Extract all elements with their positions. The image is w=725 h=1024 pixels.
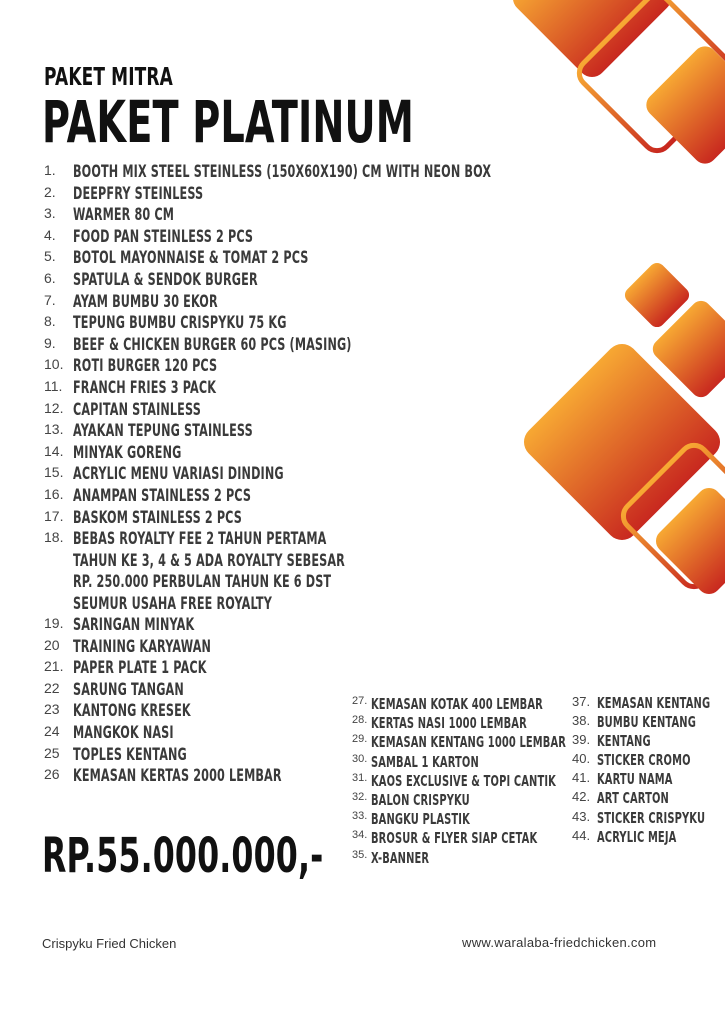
item-number: 15. (44, 464, 64, 481)
item-text: DEEPFRY STEINLESS (73, 183, 204, 204)
item-text: BEBAS ROYALTY FEE 2 TAHUN PERTAMA TAHUN KE 3, 4 & 5 ADA ROYALTY SEBESAR RP. 250.000 PERBULAN TAHUN KE 6 DST SEUMUR USAHA FREE ROYALTY (73, 529, 345, 614)
item-number: 28. (352, 714, 368, 727)
item-text: KEMASAN KERTAS 2000 LEMBAR (73, 766, 282, 787)
item-text: BALON CRISPYKU (371, 790, 470, 809)
list-item (0, 486, 520, 508)
item-number: 37. (572, 694, 591, 709)
list-item (0, 313, 520, 335)
item-text: CAPITAN STAINLESS (73, 399, 201, 420)
item-number: 27. (352, 695, 368, 707)
item-text: MINYAK GORENG (73, 442, 182, 463)
item-number: 1. (44, 162, 56, 178)
item-number: 23 (44, 701, 60, 718)
list-item (0, 292, 520, 314)
item-text: ACRYLIC MEJA (597, 827, 677, 846)
item-text: STICKER CROMO (597, 751, 691, 770)
list-item (0, 529, 520, 615)
footer-website: www.waralaba-friedchicken.com (462, 935, 657, 950)
item-number: 7. (44, 291, 56, 308)
item-text: SAMBAL 1 KARTON (371, 752, 479, 771)
item-text: AYAKAN TEPUNG STAINLESS (73, 421, 253, 442)
package-subtitle: PAKET MITRA (44, 62, 173, 91)
list-item (0, 421, 520, 443)
list-item (0, 378, 520, 400)
item-text: FRANCH FRIES 3 PACK (73, 377, 217, 398)
item-number: 43. (572, 808, 591, 824)
item-number: 9. (44, 334, 56, 351)
footer-brand: Crispyku Fried Chicken (42, 936, 177, 951)
item-number: 3. (44, 205, 56, 222)
list-item (0, 227, 520, 249)
item-number: 39. (572, 732, 591, 748)
item-number: 31. (352, 771, 368, 784)
item-number: 42. (572, 789, 591, 805)
item-text: BANGKU PLASTIK (371, 810, 470, 829)
item-text: X-BANNER (371, 848, 430, 867)
item-number: 5. (44, 248, 56, 265)
list-item (0, 356, 520, 378)
list-item (0, 508, 520, 530)
item-number: 10. (44, 356, 64, 373)
item-number: 8. (44, 313, 56, 330)
package-title: PAKET PLATINUM (42, 88, 414, 156)
item-number: 35. (352, 848, 368, 861)
item-text: KEMASAN KENTANG 1000 LEMBAR (371, 733, 567, 752)
list-item (0, 443, 520, 465)
item-number: 30. (352, 752, 368, 765)
item-text: ART CARTON (597, 789, 669, 808)
item-number: 22 (44, 679, 60, 696)
item-number: 34. (352, 829, 368, 842)
diamond-outline (618, 440, 725, 593)
list-item (0, 658, 520, 680)
list-item (0, 184, 520, 206)
list-item (0, 464, 520, 486)
item-text: ANAMPAN STAINLESS 2 PCS (73, 485, 252, 506)
list-item (0, 400, 520, 422)
diamond-shape (651, 483, 725, 599)
item-number: 14. (44, 442, 64, 459)
item-text: TEPUNG BUMBU CRISPYKU 75 KG (73, 313, 287, 334)
item-number: 29. (352, 733, 368, 746)
list-item (0, 162, 520, 184)
diamond-shape (641, 41, 725, 168)
item-number: 20 (44, 636, 60, 653)
item-text: ACRYLIC MENU VARIASI DINDING (73, 464, 284, 485)
item-text: BEEF & CHICKEN BURGER 60 PCS (MASING) (73, 334, 352, 355)
item-number: 32. (352, 790, 368, 803)
item-text: STICKER CRISPYKU (597, 808, 706, 827)
item-number: 40. (572, 751, 591, 767)
diamond-shape (622, 260, 693, 331)
item-number: 24 (44, 723, 60, 740)
item-text: BASKOM STAINLESS 2 PCS (73, 507, 242, 528)
item-number: 4. (44, 226, 56, 243)
list-item (0, 335, 520, 357)
item-number: 11. (44, 377, 63, 394)
item-number: 41. (572, 770, 591, 786)
list-item (0, 637, 520, 659)
item-number: 26 (44, 766, 60, 783)
item-text: KENTANG (597, 732, 651, 751)
item-text: KANTONG KRESEK (73, 701, 191, 722)
item-text: KEMASAN KOTAK 400 LEMBAR (371, 695, 543, 713)
diamond-shape (517, 337, 725, 546)
item-number: 44. (572, 827, 591, 843)
item-text: ROTI BURGER 120 PCS (73, 356, 218, 377)
item-text: AYAM BUMBU 30 EKOR (73, 291, 218, 312)
item-text: KEMASAN KENTANG (597, 694, 711, 712)
item-number: 17. (44, 507, 64, 524)
diamond-shape (507, 0, 677, 83)
package-price: RP.55.000.000,- (42, 828, 324, 884)
item-text: TRAINING KARYAWAN (73, 636, 212, 657)
item-text: KARTU NAMA (597, 770, 673, 789)
list-item (0, 205, 520, 227)
list-item (0, 615, 520, 637)
item-number: 16. (44, 485, 64, 502)
item-text: MANGKOK NASI (73, 723, 174, 744)
item-number: 38. (572, 713, 591, 729)
item-text: BOTOL MAYONNAISE & TOMAT 2 PCS (73, 248, 309, 269)
item-text: PAPER PLATE 1 PACK (73, 658, 207, 679)
item-text: KERTAS NASI 1000 LEMBAR (371, 714, 527, 733)
item-number: 21. (44, 658, 64, 675)
diamond-outline (574, 0, 725, 156)
item-text: SARINGAN MINYAK (73, 615, 195, 636)
item-number: 6. (44, 269, 56, 286)
item-number: 12. (44, 399, 64, 416)
diamond-shape (649, 297, 725, 402)
item-number: 19. (44, 615, 64, 632)
item-number: 2. (44, 183, 56, 200)
item-text: BOOTH MIX STEEL STEINLESS (150X60X190) CM WITH NEON BOX (73, 162, 492, 182)
item-text: TOPLES KENTANG (73, 744, 187, 765)
list-item (0, 270, 520, 292)
item-number: 25 (44, 744, 60, 761)
item-text: BUMBU KENTANG (597, 713, 696, 732)
list-item (0, 248, 520, 270)
item-number: 18. (44, 529, 64, 546)
item-number: 13. (44, 421, 64, 438)
item-text: BROSUR & FLYER SIAP CETAK (371, 829, 538, 848)
item-text: WARMER 80 CM (73, 205, 175, 226)
item-text: KAOS EXCLUSIVE & TOPI CANTIK (371, 771, 556, 790)
item-text: SARUNG TANGAN (73, 679, 184, 700)
item-text: FOOD PAN STEINLESS 2 PCS (73, 226, 254, 247)
item-number: 33. (352, 810, 368, 823)
item-text: SPATULA & SENDOK BURGER (73, 269, 258, 290)
